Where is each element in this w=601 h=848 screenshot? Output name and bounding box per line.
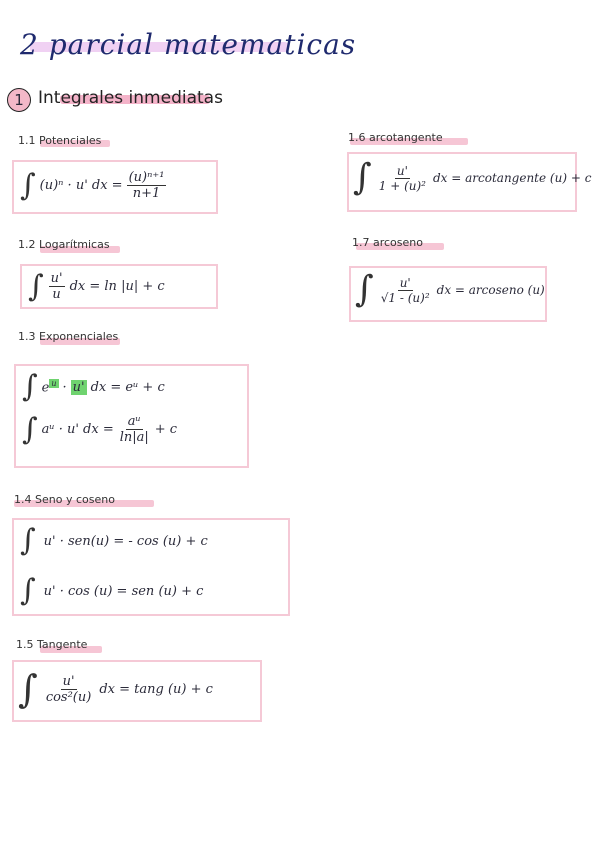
integral-sign: ∫: [355, 269, 374, 310]
formula-potenciales-lhs: (u)ⁿ · u' dx =: [39, 178, 123, 193]
formula-exp1-dot: ·: [62, 379, 67, 395]
formula-box-potenciales: [12, 160, 218, 214]
subsection-potenciales: 1.1 Potenciales: [18, 134, 102, 147]
integral-sign: ∫: [22, 411, 38, 447]
formula-tan-rhs: dx = tang (u) + c: [99, 681, 213, 697]
integral-sign: ∫: [20, 167, 36, 203]
formula-box-logaritmicas: [20, 264, 218, 309]
formula-box-exponenciales: [14, 364, 249, 468]
integral-sign: ∫: [18, 667, 38, 711]
formula-atan-fraction: $\frac{u'}{\text{1 + (u)²}}$: [378, 163, 426, 193]
subsection-seno-coseno: 1.4 Seno y coseno: [14, 493, 115, 506]
formula-atan-rhs: dx = arcotangente (u) + c: [433, 171, 592, 185]
formula-tan-fraction: $\frac{u'}{\text{cos²(u)}}$: [45, 673, 92, 705]
subsection-logaritmicas: 1.2 Logarítmicas: [18, 238, 110, 251]
integral-sign: ∫: [20, 573, 36, 608]
integral-sign: ∫: [28, 268, 44, 304]
integral-sign: ∫: [20, 523, 36, 558]
formula-box-tangente: [12, 660, 262, 722]
formula-sen: u' · sen(u) = - cos (u) + c: [43, 533, 208, 549]
formula-cos: u' · cos (u) = sen (u) + c: [43, 583, 204, 599]
subsection-tangente: 1.5 Tangente: [16, 638, 88, 651]
subsection-arcoseno: 1.7 arcoseno: [352, 236, 423, 249]
subsection-exponenciales: 1.3 Exponenciales: [18, 330, 119, 343]
formula-exp1-highlight: u': [72, 379, 85, 395]
formula-box-seno-coseno: [12, 518, 290, 616]
formula-log-fraction: $\frac{u'}{u}$: [50, 271, 63, 302]
page-title: 2 parcial matematicas: [20, 28, 357, 61]
subsection-arcotangente: 1.6 arcotangente: [348, 131, 443, 144]
formula-exp1-base: e $^u$: [41, 378, 57, 396]
integral-sign: ∫: [22, 369, 38, 404]
formula-asin-fraction: $\frac{u'}{\text{√1 - (u)²}}$: [380, 275, 430, 305]
formula-box-arcotangente: [347, 152, 592, 212]
section-number: 1: [7, 88, 31, 112]
formula-exp1-rhs: dx = eᵘ + c: [90, 379, 165, 395]
section-title: Integrales inmediatas: [38, 88, 223, 108]
formula-box-arcoseno: [349, 266, 547, 322]
formula-exp2-lhs: aᵘ · u' dx =: [41, 422, 114, 437]
integral-sign: ∫: [353, 157, 372, 198]
formula-log-rhs: dx = ln |u| + c: [69, 279, 165, 294]
formula-exp2-tail: + c: [154, 422, 178, 437]
formula-exp2-fraction: $\frac{\text{aᵘ}}{\ln|a|}$: [119, 414, 149, 445]
formula-asin-rhs: dx = arcoseno (u): [436, 283, 545, 297]
formula-potenciales-fraction: $\frac{\text{(u)ⁿ⁺¹}}{n+1}$: [128, 170, 165, 201]
